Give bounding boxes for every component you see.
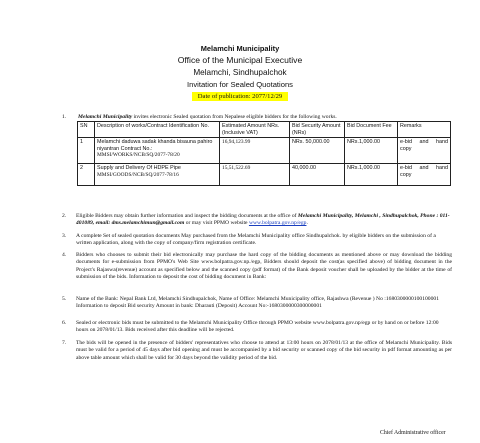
contact-details: Melamchi Municipality, Melamchi , Sindhupalchok, Phone : 011-401089, email: dms.melamchimun@gmail.com [76, 213, 450, 227]
item-7-text: The bids will be opened in the presence of bidders' representatives who choose to attend at 13:00 hours on 2078/01/13 at the office of Melamchi Municipality. Bids must be valid for a period of 45 days after bid opening and must be accompanied by a bid security or scanned copy of the bid security in pdf format amounting as per above table amount which shall be valid for 30 days beyond the validity period of the bid. [76, 340, 452, 361]
item-number: 3. [62, 233, 67, 239]
item-2-pre: Eligible Bidders may obtain further information and inspect the bidding documents at the office of [76, 213, 298, 219]
item-number: 1. [62, 114, 67, 120]
cell-estimate: 15,51,522.69 [220, 164, 290, 186]
signature-title: Chief Administrative officer [380, 430, 446, 436]
col-header-description: Description of works/Contract Identification No. [95, 122, 220, 138]
item-3-text: A complete Set of sealed quotation documents May purchased from the Melamchi Municipality office Sindhupalchok. by eligible bidders on the submission of a written application, along with the copy of company/firm registration certificate. [76, 233, 436, 247]
cell-description [95, 138, 220, 164]
cell-description [95, 164, 220, 186]
cell-security: 40,000.00 [290, 164, 345, 186]
col-header-sn: SN [78, 122, 95, 138]
item-number: 5. [62, 296, 67, 302]
cell-fee: NRs.1,000.00 [345, 164, 398, 186]
item-2-post: or may visit PPMO website [184, 220, 249, 227]
item-number: 2. [62, 213, 67, 219]
cell-sn: 2 [78, 164, 95, 186]
work-description: Melamchi daduwa sadak khanda bisauna pahiro niyantran Contract No.: [97, 139, 213, 152]
location: Melamchi, Sindhupalchok [193, 68, 287, 77]
item-number: 6. [62, 320, 67, 326]
publication-date: Date of publication: 2077/12/29 [192, 92, 288, 101]
cell-estimate: 16,94,123.99 [220, 138, 290, 164]
office-title: Office of the Municipal Executive [177, 55, 303, 65]
table-row [78, 138, 451, 164]
col-header-remarks: Remarks [398, 122, 451, 138]
item-number: 7. [62, 340, 67, 346]
works-table [77, 121, 451, 186]
item-5-text [76, 296, 452, 311]
contract-id: MMSI/WORKS/NCB/SQ/2077-78/20 [97, 152, 180, 159]
item-number: 4. [62, 252, 67, 258]
contract-id: MMSI/GOODS/NCB/SQ/2077-78/16 [97, 171, 179, 178]
item-2-end: . [306, 220, 308, 227]
ppmo-link[interactable]: www.bolpatra.gov.np/egp [248, 220, 307, 227]
item-4-text: Bidders who chooses to submit their bid electronically may purchase the hard copy of the bidding documents as mentioned above or may download the bidding documents for e-submission from PPMO's Web Site www.bolpatra.gov.np./egp, Bidders should deposit the cost(as specified above) of bidding document in the Project's Rajaswa(revenue) account as specified below and the scanned copy (pdf format) of the Bank deposit voucher shall be uploaded by the bidder at the time of submission of the bids. Information to deposit the cost of bidding document in Bank: [76, 252, 452, 280]
cell-security: NRs. 50,000.00 [290, 138, 345, 164]
cell-sn: 1 [78, 138, 95, 164]
col-header-security: Bid Security Amount (NRs) [290, 122, 345, 138]
org-title: Melamchi Municipality [200, 44, 280, 53]
cell-remarks: e-bid and hand copy [398, 164, 451, 186]
intro-org-name: Melamchi Municipality [78, 114, 133, 120]
deposit-info: Information to deposit Bid security Amount in bank: Dharauti (Deposit) Account No:-1680300000300000001 [76, 303, 322, 310]
table-row [78, 164, 451, 186]
item-2-text [76, 213, 452, 228]
invitation-title: Invitation for Sealed Quotations [187, 80, 293, 89]
col-header-estimate: Estimated Amount NRs. (Inclusive VAT) [220, 122, 290, 138]
table-header-row [78, 122, 451, 138]
col-header-fee: Bid Document Fee [345, 122, 398, 138]
item-6-text: Sealed or electronic bids must be submitted to the Melamchi Municipality Office through PPMO website www.bolpatra.gov.np/egp or by hand on or before 12:00 hours on 2078/01/13. Bids received after this deadline will be rejected. [76, 320, 439, 334]
intro-body: invites electronic Sealed quotation from Nepalese eligible bidders for the following works. [132, 114, 337, 120]
work-description: Supply and Delivery Of HDPE Pipe [97, 165, 181, 172]
cell-fee: NRs.1,000.00 [345, 138, 398, 164]
bank-details: Name of the Bank: Nepal Bank Ltd, Melamchi Sindhupalchok, Name of Office: Melamchi Municipality office, Rajashwa (Revenue ) No :1680300000100100001 [76, 296, 439, 302]
cell-remarks: e-bid and hand copy [398, 138, 451, 164]
